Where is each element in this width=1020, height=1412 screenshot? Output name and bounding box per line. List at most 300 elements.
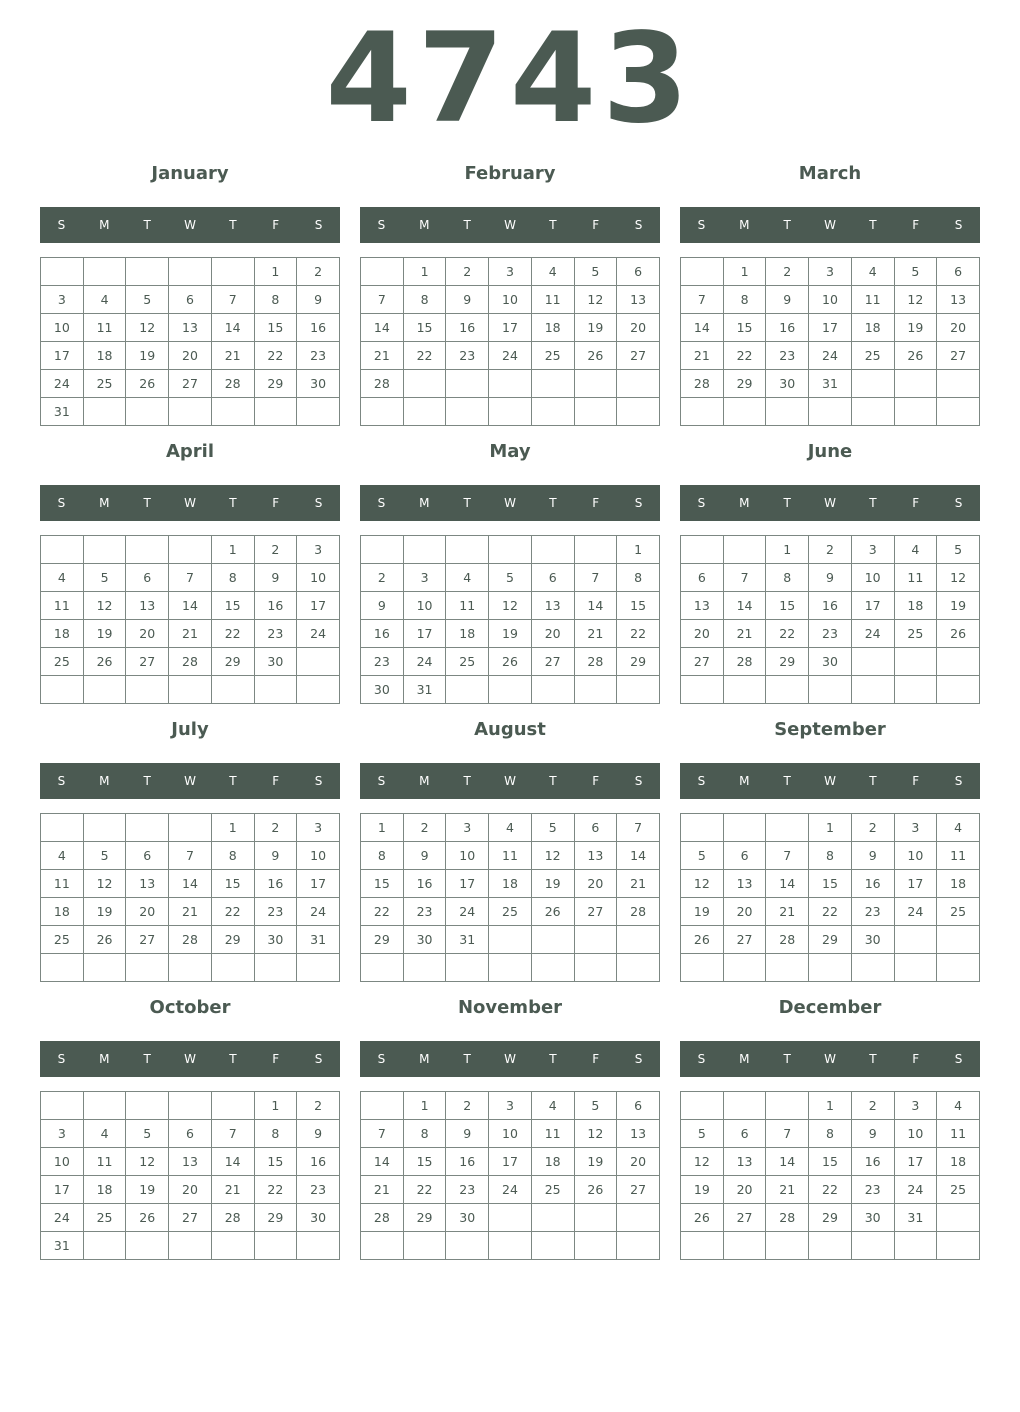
day-cell: 12 <box>489 592 532 620</box>
day-cell: 28 <box>681 370 724 398</box>
day-cell: 28 <box>574 648 617 676</box>
empty-day-cell <box>169 398 212 426</box>
day-cell: 3 <box>489 258 532 286</box>
day-cell: 28 <box>766 1204 809 1232</box>
empty-day-cell <box>766 1232 809 1260</box>
day-cell: 19 <box>126 342 169 370</box>
day-cell: 17 <box>403 620 446 648</box>
weekday-header <box>40 763 340 799</box>
day-cell: 25 <box>531 342 574 370</box>
weekday-header <box>680 1041 980 1077</box>
empty-day-cell <box>894 926 937 954</box>
empty-day-cell <box>126 1232 169 1260</box>
day-cell: 29 <box>254 1204 297 1232</box>
day-cell: 31 <box>809 370 852 398</box>
week-row <box>361 842 660 870</box>
day-cell: 25 <box>894 620 937 648</box>
weekday-label: S <box>377 496 386 510</box>
weekday-label: S <box>314 774 323 788</box>
empty-day-cell <box>41 1092 84 1120</box>
empty-day-cell <box>574 536 617 564</box>
week-row <box>41 564 340 592</box>
day-cell: 25 <box>446 648 489 676</box>
week-row <box>681 648 980 676</box>
weekday-header <box>680 763 980 799</box>
day-cell: 24 <box>894 1176 937 1204</box>
weekday-label: F <box>912 774 920 788</box>
day-cell: 24 <box>489 342 532 370</box>
weekday-label: T <box>549 774 557 788</box>
weekday-label: T <box>463 496 471 510</box>
weekday-label: S <box>954 218 963 232</box>
day-cell: 23 <box>361 648 404 676</box>
day-cell: 13 <box>617 1120 660 1148</box>
day-cell: 4 <box>41 842 84 870</box>
empty-day-cell <box>681 954 724 982</box>
day-cell: 15 <box>403 314 446 342</box>
day-grid <box>40 1091 340 1260</box>
empty-day-cell <box>211 676 254 704</box>
day-cell: 14 <box>169 592 212 620</box>
day-cell: 3 <box>894 1092 937 1120</box>
day-cell: 13 <box>169 314 212 342</box>
week-row <box>681 620 980 648</box>
day-cell: 12 <box>531 842 574 870</box>
empty-day-cell <box>254 398 297 426</box>
day-cell: 9 <box>254 842 297 870</box>
day-cell: 7 <box>361 1120 404 1148</box>
week-row <box>681 314 980 342</box>
weekday-header <box>360 1041 660 1077</box>
day-cell: 25 <box>937 898 980 926</box>
day-cell: 15 <box>361 870 404 898</box>
empty-day-cell <box>937 1232 980 1260</box>
week-row <box>41 620 340 648</box>
empty-day-cell <box>531 536 574 564</box>
day-cell: 26 <box>126 1204 169 1232</box>
day-cell: 12 <box>894 286 937 314</box>
day-cell: 16 <box>297 314 340 342</box>
empty-day-cell <box>489 926 532 954</box>
day-cell: 22 <box>211 620 254 648</box>
weekday-label: F <box>592 1052 600 1066</box>
empty-day-cell <box>41 258 84 286</box>
day-cell: 14 <box>723 592 766 620</box>
month-name: January <box>151 163 229 184</box>
day-cell: 15 <box>809 1148 852 1176</box>
empty-day-cell <box>809 676 852 704</box>
empty-day-cell <box>531 954 574 982</box>
day-cell: 28 <box>211 370 254 398</box>
week-row <box>41 370 340 398</box>
week-row <box>41 398 340 426</box>
day-cell: 6 <box>617 258 660 286</box>
day-cell: 4 <box>41 564 84 592</box>
week-row <box>41 842 340 870</box>
empty-day-cell <box>169 536 212 564</box>
day-cell: 16 <box>297 1148 340 1176</box>
weekday-label: S <box>697 496 706 510</box>
day-cell: 18 <box>851 314 894 342</box>
day-cell: 18 <box>937 870 980 898</box>
day-cell: 28 <box>361 1204 404 1232</box>
weekday-label: M <box>99 496 110 510</box>
day-cell: 15 <box>809 870 852 898</box>
week-row <box>681 954 980 982</box>
empty-day-cell <box>41 954 84 982</box>
empty-day-cell <box>617 1232 660 1260</box>
day-cell: 23 <box>446 342 489 370</box>
day-cell: 17 <box>894 870 937 898</box>
week-row <box>681 926 980 954</box>
empty-day-cell <box>211 1232 254 1260</box>
day-cell: 12 <box>937 564 980 592</box>
day-cell: 8 <box>617 564 660 592</box>
day-cell: 30 <box>297 370 340 398</box>
empty-day-cell <box>851 370 894 398</box>
empty-day-cell <box>574 398 617 426</box>
empty-day-cell <box>574 1204 617 1232</box>
empty-day-cell <box>851 648 894 676</box>
empty-day-cell <box>254 1232 297 1260</box>
week-row <box>361 1232 660 1260</box>
day-cell: 8 <box>361 842 404 870</box>
day-cell: 2 <box>254 536 297 564</box>
empty-day-cell <box>403 536 446 564</box>
week-row <box>681 342 980 370</box>
week-row <box>681 564 980 592</box>
empty-day-cell <box>211 1092 254 1120</box>
week-row <box>41 648 340 676</box>
day-cell: 31 <box>41 1232 84 1260</box>
day-cell: 27 <box>574 898 617 926</box>
day-cell: 3 <box>809 258 852 286</box>
weekday-label: F <box>272 1052 280 1066</box>
day-cell: 9 <box>809 564 852 592</box>
day-cell: 16 <box>403 870 446 898</box>
day-cell: 26 <box>574 1176 617 1204</box>
day-cell: 13 <box>681 592 724 620</box>
month-name: April <box>165 441 215 462</box>
day-cell: 10 <box>297 564 340 592</box>
day-cell: 1 <box>403 1092 446 1120</box>
empty-day-cell <box>531 926 574 954</box>
day-cell: 4 <box>851 258 894 286</box>
day-cell: 18 <box>937 1148 980 1176</box>
day-cell: 12 <box>681 1148 724 1176</box>
day-cell: 11 <box>41 870 84 898</box>
week-row <box>361 1176 660 1204</box>
day-cell: 22 <box>403 1176 446 1204</box>
day-grid <box>360 535 660 704</box>
day-cell: 10 <box>41 314 84 342</box>
weekday-label: W <box>184 774 196 788</box>
month-name: May <box>489 441 531 462</box>
day-cell: 13 <box>937 286 980 314</box>
day-cell: 31 <box>297 926 340 954</box>
day-cell: 8 <box>211 564 254 592</box>
week-row <box>41 926 340 954</box>
day-cell: 1 <box>809 1092 852 1120</box>
weekday-label: M <box>739 218 750 232</box>
empty-day-cell <box>894 398 937 426</box>
day-cell: 15 <box>211 870 254 898</box>
day-cell: 4 <box>894 536 937 564</box>
day-cell: 15 <box>254 1148 297 1176</box>
day-cell: 8 <box>403 1120 446 1148</box>
empty-day-cell <box>446 398 489 426</box>
day-cell: 7 <box>681 286 724 314</box>
empty-day-cell <box>41 536 84 564</box>
day-cell: 30 <box>297 1204 340 1232</box>
day-cell: 6 <box>723 842 766 870</box>
empty-day-cell <box>361 536 404 564</box>
empty-day-cell <box>83 814 126 842</box>
empty-day-cell <box>126 536 169 564</box>
day-cell: 21 <box>681 342 724 370</box>
empty-day-cell <box>851 398 894 426</box>
week-row <box>41 898 340 926</box>
day-cell: 3 <box>403 564 446 592</box>
empty-day-cell <box>723 1232 766 1260</box>
week-row <box>361 592 660 620</box>
empty-day-cell <box>297 1232 340 1260</box>
day-cell: 26 <box>681 926 724 954</box>
day-cell: 4 <box>489 814 532 842</box>
day-cell: 6 <box>169 286 212 314</box>
week-row <box>361 620 660 648</box>
day-cell: 18 <box>446 620 489 648</box>
day-cell: 27 <box>126 926 169 954</box>
day-cell: 1 <box>617 536 660 564</box>
day-cell: 6 <box>126 564 169 592</box>
empty-day-cell <box>766 954 809 982</box>
day-grid <box>40 813 340 982</box>
day-cell: 11 <box>41 592 84 620</box>
week-row <box>41 954 340 982</box>
day-cell: 20 <box>126 898 169 926</box>
weekday-label: M <box>739 1052 750 1066</box>
day-cell: 14 <box>766 1148 809 1176</box>
weekday-label: M <box>419 496 430 510</box>
day-cell: 2 <box>851 814 894 842</box>
week-row <box>361 564 660 592</box>
day-cell: 9 <box>851 1120 894 1148</box>
weekday-label: S <box>377 218 386 232</box>
day-cell: 1 <box>723 258 766 286</box>
empty-day-cell <box>766 676 809 704</box>
day-cell: 13 <box>723 870 766 898</box>
weekday-label: T <box>143 496 151 510</box>
day-cell: 5 <box>531 814 574 842</box>
day-cell: 2 <box>403 814 446 842</box>
empty-day-cell <box>681 258 724 286</box>
day-cell: 23 <box>851 1176 894 1204</box>
day-cell: 5 <box>126 286 169 314</box>
day-cell: 26 <box>83 926 126 954</box>
day-cell: 19 <box>531 870 574 898</box>
week-row <box>361 1120 660 1148</box>
empty-day-cell <box>126 398 169 426</box>
empty-day-cell <box>403 954 446 982</box>
day-cell: 20 <box>617 1148 660 1176</box>
day-cell: 9 <box>403 842 446 870</box>
empty-day-cell <box>83 536 126 564</box>
empty-day-cell <box>574 926 617 954</box>
day-cell: 3 <box>41 1120 84 1148</box>
day-cell: 11 <box>83 1148 126 1176</box>
day-cell: 16 <box>254 592 297 620</box>
day-cell: 16 <box>809 592 852 620</box>
day-cell: 18 <box>41 898 84 926</box>
day-cell: 3 <box>851 536 894 564</box>
day-cell: 5 <box>681 842 724 870</box>
day-cell: 21 <box>211 342 254 370</box>
day-cell: 27 <box>937 342 980 370</box>
empty-day-cell <box>254 954 297 982</box>
weekday-label: M <box>419 1052 430 1066</box>
weekday-label: S <box>954 774 963 788</box>
day-cell: 24 <box>403 648 446 676</box>
day-cell: 29 <box>809 926 852 954</box>
empty-day-cell <box>723 536 766 564</box>
day-cell: 1 <box>766 536 809 564</box>
empty-day-cell <box>83 258 126 286</box>
month-name: August <box>474 719 546 740</box>
empty-day-cell <box>446 1232 489 1260</box>
day-cell: 30 <box>446 1204 489 1232</box>
day-cell: 26 <box>531 898 574 926</box>
day-cell: 14 <box>617 842 660 870</box>
weekday-label: S <box>634 774 643 788</box>
empty-day-cell <box>574 1232 617 1260</box>
day-cell: 10 <box>489 286 532 314</box>
week-row <box>41 870 340 898</box>
day-cell: 14 <box>361 1148 404 1176</box>
day-cell: 3 <box>297 536 340 564</box>
day-cell: 4 <box>937 814 980 842</box>
day-cell: 22 <box>766 620 809 648</box>
empty-day-cell <box>617 676 660 704</box>
day-cell: 17 <box>41 342 84 370</box>
week-row <box>41 1176 340 1204</box>
week-row <box>361 954 660 982</box>
weekday-label: W <box>504 218 516 232</box>
empty-day-cell <box>937 370 980 398</box>
day-cell: 11 <box>531 286 574 314</box>
day-cell: 30 <box>403 926 446 954</box>
day-cell: 9 <box>851 842 894 870</box>
week-row <box>361 536 660 564</box>
empty-day-cell <box>361 1092 404 1120</box>
weekday-header <box>360 485 660 521</box>
day-cell: 2 <box>446 1092 489 1120</box>
day-cell: 28 <box>211 1204 254 1232</box>
empty-day-cell <box>809 1232 852 1260</box>
empty-day-cell <box>617 1204 660 1232</box>
day-cell: 2 <box>446 258 489 286</box>
weekday-header <box>360 207 660 243</box>
empty-day-cell <box>531 676 574 704</box>
day-cell: 19 <box>681 1176 724 1204</box>
day-cell: 21 <box>169 898 212 926</box>
day-cell: 29 <box>361 926 404 954</box>
day-cell: 24 <box>41 370 84 398</box>
week-row <box>681 898 980 926</box>
weekday-label: S <box>377 1052 386 1066</box>
day-cell: 23 <box>809 620 852 648</box>
weekday-label: T <box>549 496 557 510</box>
day-cell: 5 <box>574 258 617 286</box>
empty-day-cell <box>937 1204 980 1232</box>
day-cell: 24 <box>297 898 340 926</box>
empty-day-cell <box>894 370 937 398</box>
day-cell: 25 <box>937 1176 980 1204</box>
weekday-label: W <box>824 218 836 232</box>
empty-day-cell <box>681 676 724 704</box>
day-cell: 21 <box>617 870 660 898</box>
day-cell: 11 <box>937 1120 980 1148</box>
day-cell: 13 <box>531 592 574 620</box>
empty-day-cell <box>297 398 340 426</box>
empty-day-cell <box>809 954 852 982</box>
week-row <box>41 676 340 704</box>
week-row <box>681 814 980 842</box>
day-cell: 1 <box>809 814 852 842</box>
day-cell: 26 <box>83 648 126 676</box>
weekday-label: W <box>824 774 836 788</box>
week-row <box>681 398 980 426</box>
empty-day-cell <box>211 954 254 982</box>
empty-day-cell <box>446 954 489 982</box>
weekday-label: T <box>463 218 471 232</box>
week-row <box>361 258 660 286</box>
day-cell: 15 <box>617 592 660 620</box>
day-cell: 18 <box>894 592 937 620</box>
weekday-label: M <box>419 774 430 788</box>
day-cell: 17 <box>489 314 532 342</box>
empty-day-cell <box>169 954 212 982</box>
weekday-label: S <box>57 218 66 232</box>
day-cell: 10 <box>894 842 937 870</box>
day-cell: 4 <box>937 1092 980 1120</box>
empty-day-cell <box>361 954 404 982</box>
empty-day-cell <box>937 926 980 954</box>
day-cell: 28 <box>169 926 212 954</box>
week-row <box>41 536 340 564</box>
day-cell: 22 <box>254 342 297 370</box>
weekday-label: T <box>463 1052 471 1066</box>
day-cell: 24 <box>489 1176 532 1204</box>
day-cell: 1 <box>403 258 446 286</box>
day-cell: 22 <box>403 342 446 370</box>
weekday-label: F <box>592 496 600 510</box>
day-grid <box>680 257 980 426</box>
day-cell: 11 <box>83 314 126 342</box>
empty-day-cell <box>937 676 980 704</box>
weekday-label: S <box>634 1052 643 1066</box>
day-cell: 26 <box>681 1204 724 1232</box>
weekday-label: M <box>739 496 750 510</box>
weekday-label: F <box>912 496 920 510</box>
day-cell: 13 <box>617 286 660 314</box>
day-cell: 13 <box>126 870 169 898</box>
day-cell: 1 <box>254 258 297 286</box>
week-row <box>681 1092 980 1120</box>
day-cell: 5 <box>83 842 126 870</box>
empty-day-cell <box>531 1232 574 1260</box>
weekday-label: T <box>783 1052 791 1066</box>
